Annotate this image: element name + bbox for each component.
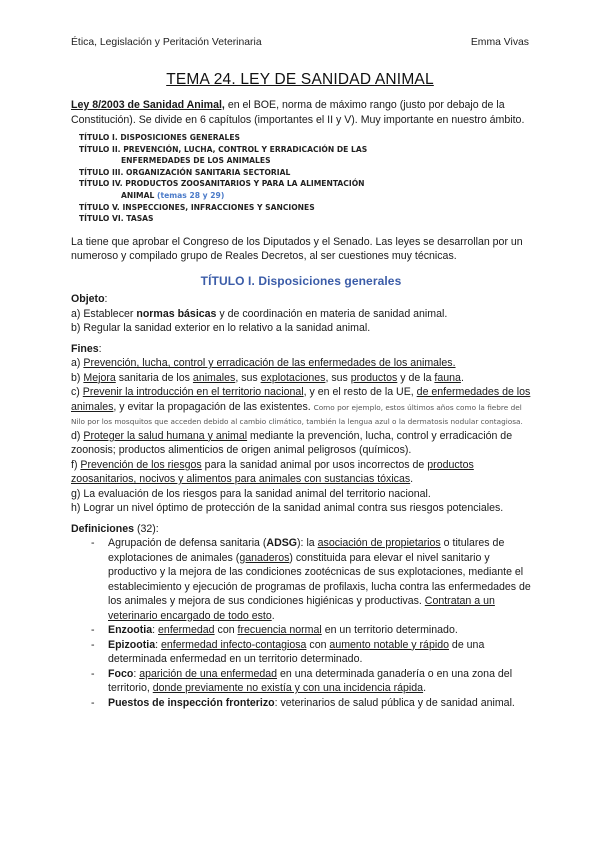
definition-puestos: - Puestos de inspección fronterizo: veterinarios de salud pública y de sanidad animal. bbox=[91, 696, 515, 709]
page-header bbox=[71, 36, 529, 51]
example-note: Como por ejemplo, estos últimos años como la fiebre del Nilo por los mosquitos que acceden debido al cambio climático, también la lengua azul o la dermatosis nodular contagiosa. bbox=[71, 402, 523, 427]
fines-item-b: b) Mejora sanitaria de los animales, sus explotaciones, sus productos y de la fauna. bbox=[71, 371, 464, 384]
definitions-list bbox=[71, 536, 531, 710]
definition-adsg: - Agrupación de defensa sanitaria (ADSG): la asociación de propietarios o titulares de explotaciones de animales (ganaderos) constituida para elevar el nivel sanitario y productivo y la mejora de las condiciones zootécnicas de sus explotaciones, mediante el establecimiento y ejecución de programas de profilaxis, lucha contra las enfermedades de los animales y mejora de sus condiciones higiénicas y productivas. Contratan a un veterinario encargado de todo esto. bbox=[91, 537, 531, 622]
fines-item-h: h) Lograr un nivel óptimo de protección de la sanidad animal contra sus riesgos potenciales. bbox=[71, 502, 504, 515]
definition-foco: - Foco: aparición de una enfermedad en una determinada ganadería o en una zona del territorio, donde previamente no existía y con una incidencia rápida. bbox=[91, 667, 513, 695]
definition-epizootia: - Epizootia: enfermedad infecto-contagiosa con aumento notable y rápido de una determinada enfermedad en un territorio determinado. bbox=[91, 638, 485, 666]
objeto-item-b: b) Regular la sanidad exterior en lo relativo a la sanidad animal. bbox=[71, 322, 371, 335]
section-heading: TÍTULO I. Disposiciones generales bbox=[200, 273, 402, 288]
definition-enzootia: - Enzootia: enfermedad con frecuencia normal en un territorio determinado. bbox=[91, 624, 458, 637]
law-name: Ley 8/2003 de Sanidad Animal, bbox=[71, 99, 225, 111]
fines-heading: Fines: bbox=[71, 342, 102, 355]
document-body bbox=[71, 98, 531, 710]
fines-item-g: g) La evaluación de los riesgos para la sanidad animal del territorio nacional. bbox=[71, 487, 431, 500]
header-author: Emma Vivas bbox=[470, 37, 529, 48]
title-item: TÍTULO VI. TASAS bbox=[79, 214, 154, 224]
title-item: TÍTULO V. INSPECCIONES, INFRACCIONES Y SANCIONES bbox=[79, 202, 315, 212]
title-item-cont: ANIMAL (temas 28 y 29) bbox=[121, 190, 225, 200]
definiciones-heading: Definiciones (32): bbox=[71, 522, 159, 535]
fines-item-f: f) Prevención de los riesgos para la sanidad animal por usos incorrectos de productos zoosanitarios, nocivos y alimentos para animales con sustancias tóxicas. bbox=[71, 458, 474, 486]
fines-item-c: c) Prevenir la introducción en el territorio nacional, y en el resto de la UE, de enfermedades de los animales, y evitar la propagación de las existentes. Como por ejemplo, estos últimos años como la fiebre del Nilo por los mosquitos que acceden debido al cambio climático, también la lengua azul o la dermatosis nodular contagiosa. bbox=[71, 386, 531, 427]
topic-note: (temas 28 y 29) bbox=[157, 190, 225, 200]
objeto-heading: Objeto: bbox=[71, 293, 108, 306]
title-item: TÍTULO III. ORGANIZACIÓN SANITARIA SECTORIAL bbox=[79, 167, 291, 177]
law-approval-paragraph: La tiene que aprobar el Congreso de los Diputados y el Senado. Las leyes se desarrollan por un numeroso y compilado grupo de Reales Decretos, al ser cuestiones muy técnicas. bbox=[71, 235, 523, 263]
title-item: TÍTULO II. PREVENCIÓN, LUCHA, CONTROL Y ERRADICACIÓN DE LAS bbox=[79, 144, 368, 154]
fines-item-a: a) Prevención, lucha, control y erradicación de las enfermedades de los animales. bbox=[71, 357, 456, 370]
page-title: TEMA 24. LEY DE SANIDAD ANIMAL bbox=[166, 71, 434, 88]
header-course: Ética, Legislación y Peritación Veterinaria bbox=[71, 37, 262, 48]
intro-paragraph: Ley 8/2003 de Sanidad Animal, en el BOE, norma de máximo rango (justo por debajo de la Constitución). Se divide en 6 capítulos (importantes el II y V). Muy importante en nuestro ámbito. bbox=[71, 99, 525, 126]
fines-item-d: d) Proteger la salud humana y animal mediante la prevención, lucha, control y erradicación de zoonosis; productos alimenticios de origen animal peligrosos (químicos). bbox=[71, 429, 513, 457]
title-item: TÍTULO I. DISPOSICIONES GENERALES bbox=[79, 133, 240, 142]
title-item: TÍTULO IV. PRODUCTOS ZOOSANITARIOS Y PARA LA ALIMENTACIÓN bbox=[79, 179, 365, 189]
titles-list bbox=[79, 132, 531, 225]
objeto-item-a: a) Establecer normas básicas y de coordinación en materia de sanidad animal. bbox=[71, 307, 448, 320]
title-item-cont: ENFERMEDADES DE LOS ANIMALES bbox=[121, 156, 271, 166]
